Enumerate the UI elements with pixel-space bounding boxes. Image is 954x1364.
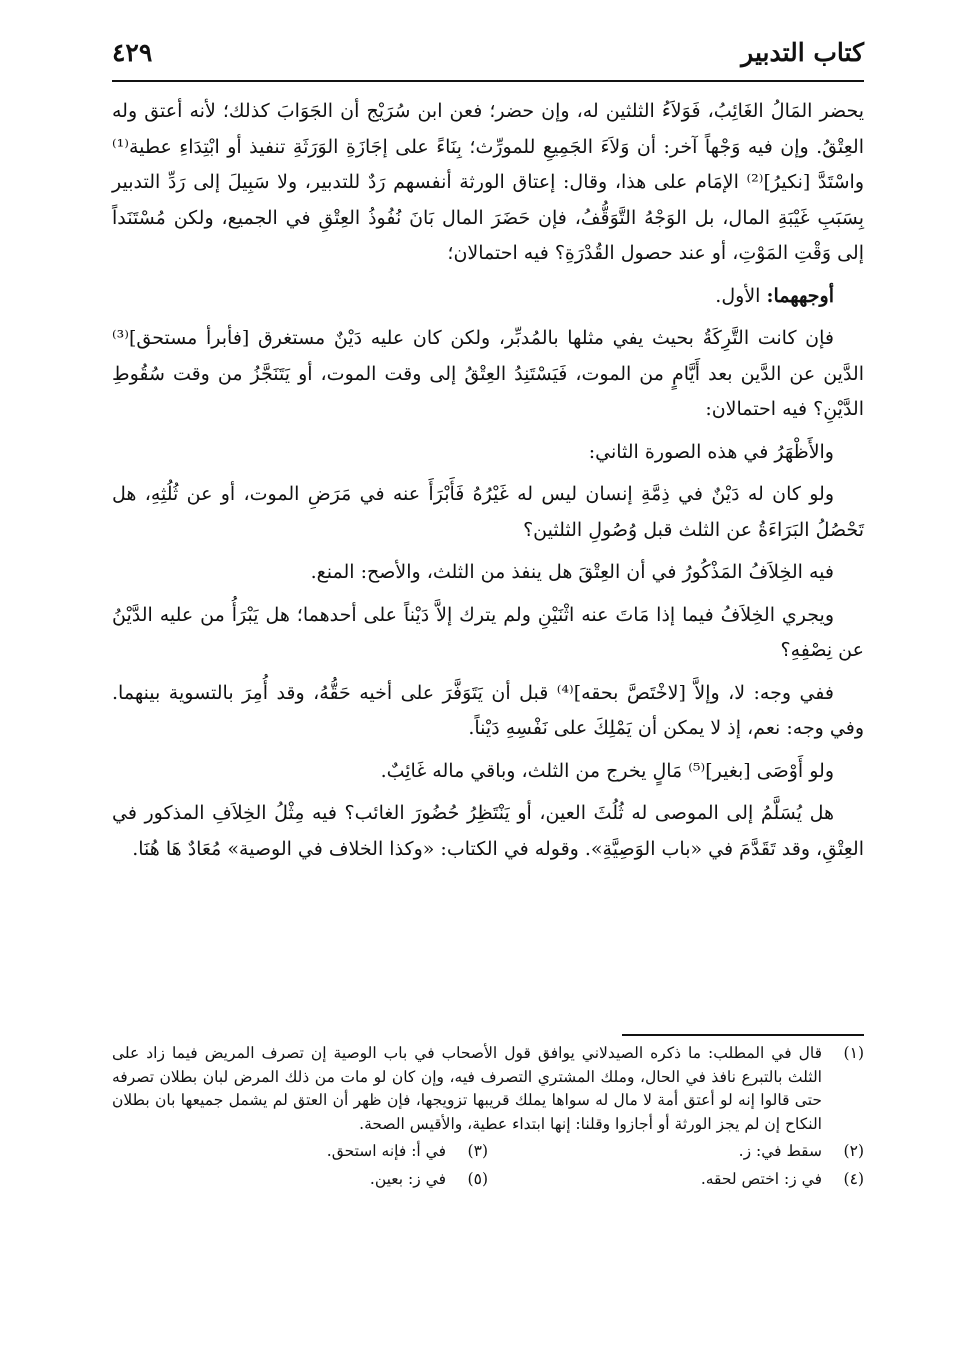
footnote-text: في ز: بعين. xyxy=(369,1169,446,1188)
footnote-number: (٥) xyxy=(467,1169,488,1188)
footnotes xyxy=(112,1042,864,1195)
paragraph: ولو كان له دَيْنٌ في ذِمَّةِ إنسان ليس له غَيْرُهُ فَأَبْرَأَ عنه في مَرَضِ الموت، أو عن ثُلُثِهِ، هل تَحْصُلُ البَرَاءَةُ عن الثلث قبل وُصُولِ الثلثين؟ xyxy=(112,483,864,541)
footnote-text: سقط في: ز. xyxy=(738,1142,822,1160)
footnote-row xyxy=(112,1140,864,1164)
footnote-number: (٣) xyxy=(467,1142,488,1160)
paragraph: فيه الخِلاَفُ المَذْكُورُ في أن العِتْقَ هل ينفذ من الثلث، والأصح: المنع. xyxy=(310,561,834,583)
chapter-title: كتاب التدبير xyxy=(741,38,864,67)
section-heading xyxy=(112,279,864,315)
paragraph: يحضر المَالُ الغَائِبُ، فَوَلاَءُ الثلثين له، وإن حضر؛ فعن ابن سُرَيْج أن الجَوَابَ كذلك؛ لأنه أعتق وله العِتْقُ. وإن فيه وَجْهاً آخر: أن وَلاَءَ الجَمِيعِ للمورِّث؛ بِنَاءً على إجَازَةِ الوَرَثَةِ تنفيذ أو ابْتِدَاءِ عطية⁽¹⁾ واسْتَدَّ [نكيرُ]⁽²⁾ الإمَام على هذا، وقال: إعتاق الورثة أنفسهم رَدٌ للتدبير، ولا سَبِيلَ إلى رَدِّ التدبير بِسَبَبِ غَيْبَةِ المال، بل الوَجْهُ التَّوَقُّفُ، فإن حَضَرَ المال بَانَ نُفُوذُ العِتْقِ في الجميع، ولكن مُسْتَنَداً إلى وَقْتِ المَوْتِ، أو عند حصول القُدْرَةِ؟ فيه احتمالان؛ xyxy=(112,100,865,264)
heading-rest: الأول. xyxy=(715,284,767,307)
paragraph: ويجري الخِلاَفُ فيما إذا مَاتَ عنه اثْنَيْنِ ولم يترك إلاَّ دَيْناً على أحدهما؛ هل يَبْرَأُ من عليه الدَّيْنُ عن نِصْفِهِ؟ xyxy=(112,603,864,661)
footnote-row xyxy=(112,1168,864,1192)
footnote-5 xyxy=(112,1168,488,1192)
header-rule xyxy=(112,80,864,82)
paragraph: ولو أَوْصَى [بغير]⁽⁵⁾ مَالٍ يخرج من الثلث، وباقي ماله غَائِبٌ. xyxy=(380,759,834,782)
footnote-text: في ز: اختص لحقه. xyxy=(700,1169,822,1188)
page-number: ٤٢٩ xyxy=(112,38,153,67)
footnote-text: قال في المطلب: ما ذكره الصيدلاني يوافق قول الأصحاب في باب الوصية إن تصرف المريض فيما زاد على الثلث بالتبرع نافذ في الحال، وملك المشتري التصرف فيه، وإن كان لو مات من ذلك المرض لبان بطلان تصرفه حتى قالوا إنه لو أعتق أمة لا مال له سواها يملك قريبها تزويجها، فإن ظهر أن العتق لم يشمل جميعها بان بطلان النكاح إن لم يجز الورثة أو أجازوا وقلنا: إنها ابتداء عطية، والأقيس الصحة. xyxy=(112,1044,822,1133)
footnote-1 xyxy=(112,1042,864,1136)
footnote-4 xyxy=(488,1168,864,1192)
footnote-number: (١) xyxy=(843,1044,864,1062)
paragraph: والأَظْهَرُ في هذه الصورة الثاني: xyxy=(588,440,834,463)
main-text xyxy=(112,94,864,874)
footnote-number: (٤) xyxy=(843,1169,864,1188)
heading-bold: أوجههما: xyxy=(766,284,834,307)
footnote-number: (٢) xyxy=(843,1142,864,1160)
footnote-text: في أ: فإنه استحق. xyxy=(326,1142,446,1160)
footnote-separator xyxy=(622,1034,864,1036)
paragraph: ففي وجه: لا، وإلاَّ [لاخْتَصَّ بحقه]⁽⁴⁾ قبل أن يَتَوَفَّرَ على أخيه حَقُّهُ، وقد أُمِرَ بالتسوية بينهما. وفي وجه: نعم، إذ لا يمكن أن يَمْلِكَ على نَفْسِهِ دَيْناً. xyxy=(112,681,864,739)
running-header xyxy=(112,30,864,82)
paragraph: فإن كانت التَّرِكَةُ بحيث يفي مثلها بالمُدبِّر، ولكن كان عليه دَيْنٌ مستغرق [فأبرأ مستحق]⁽³⁾ الدَّين عن الدَّين بعد أَيَّامٍ من الموت، فَيَسْتَنِدُ العِتْقُ إلى وقت الموت، أو يَتَنَجَّزُ من وقت سُقُوطِ الدَّيْنِ؟ فيه احتمالان: xyxy=(112,327,864,420)
footnote-3 xyxy=(112,1140,488,1164)
footnote-2 xyxy=(488,1140,864,1164)
paragraph: هل يُسَلَّمُ إلى الموصى له ثُلُثَ العين، أو يَنْتَظِرُ حُضُورَ الغائب؟ فيه مِثْلُ الخِلاَفِ المذكور في العِتْقِ، وقد تَقَدَّمَ في «باب الوَصِيَّةِ». وقوله في الكتاب: «وكذا الخلاف في الوصية» مُعَادٌ هَا هُنَا. xyxy=(112,802,864,860)
